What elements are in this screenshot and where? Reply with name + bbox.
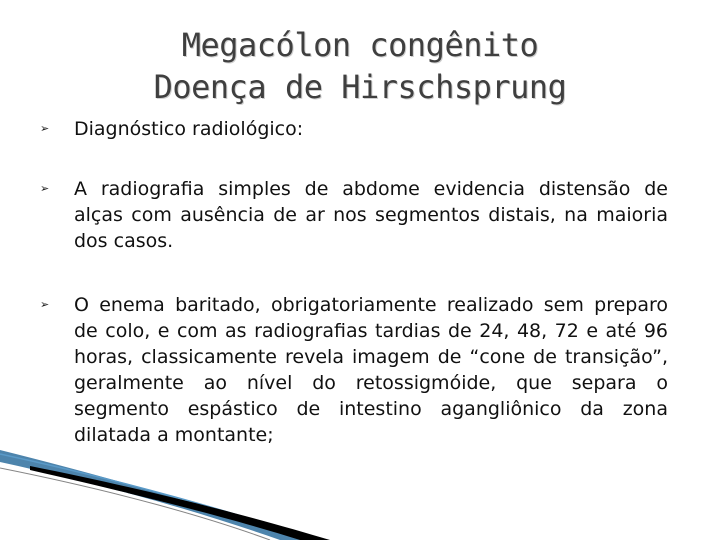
- bullet-list: [40, 116, 668, 448]
- swoosh-black-band: [30, 466, 330, 540]
- arrow-bullet-icon: ➢: [40, 182, 50, 195]
- bullet-item: [40, 116, 668, 142]
- swoosh-thin-line: [0, 468, 270, 540]
- bullet-text: O enema baritado, obrigatoriamente realizado sem preparo de colo, e com as radiografias tardias de 24, 48, 72 e até 96 horas, classicamente revela imagem de “cone de transição”, geralmente ao nível do retossigmóide, que separa o segmento espástico de intestino agangliônico da zona dilatada a montante;: [74, 294, 668, 446]
- arrow-bullet-icon: ➢: [40, 122, 50, 135]
- title-line-2: Doença de Hirschsprung: [153, 68, 567, 106]
- title-line-1: Megacólon congênito: [181, 26, 539, 64]
- bullet-text: Diagnóstico radiológico:: [74, 118, 304, 140]
- decorative-swoosh: [0, 440, 720, 540]
- arrow-bullet-icon: ➢: [40, 298, 50, 311]
- bullet-text: A radiografia simples de abdome evidencia distensão de alças com ausência de ar nos segmentos distais, na maioria dos casos.: [74, 178, 668, 252]
- bullet-item: [40, 292, 668, 448]
- slide-title: [100, 24, 620, 108]
- bullet-item: [40, 176, 668, 254]
